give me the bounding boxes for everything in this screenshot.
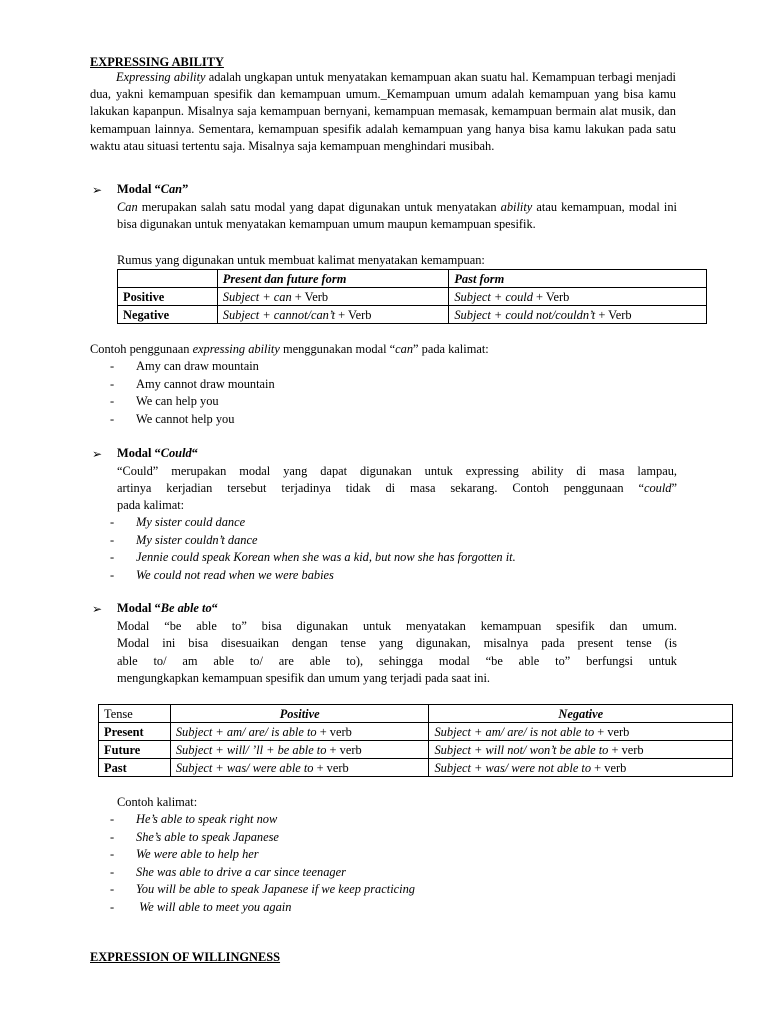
list-item: - We cannot help you xyxy=(110,411,275,429)
can-formula-intro: Rumus yang digunakan untuk membuat kalimat menyatakan kemampuan: xyxy=(117,253,485,267)
could-description-line-1: “Could” merupakan modal yang dapat digunakan untuk expressing ability di masa lampau, xyxy=(117,464,677,478)
table-header-cell: Negative xyxy=(429,705,733,723)
list-item: - He’s able to speak right now xyxy=(110,811,415,829)
table-header-cell: Positive xyxy=(170,705,429,723)
intro-term: Expressing ability xyxy=(116,70,206,84)
list-item: - You will be able to speak Japanese if we keep practicing xyxy=(110,881,415,899)
be-able-to-example-label: Contoh kalimat: xyxy=(117,795,198,809)
table-cell: Subject + am/ are/ is able to + verb xyxy=(170,723,429,741)
row-label-past: Past xyxy=(99,759,171,777)
table-row xyxy=(99,759,733,777)
row-label-positive: Positive xyxy=(118,288,218,306)
list-item: - We will able to meet you again xyxy=(110,899,415,917)
section-title-expressing-ability: EXPRESSING ABILITY xyxy=(90,55,224,69)
table-row xyxy=(118,306,707,324)
be-able-to-description-line-4: mengungkapkan kemampuan spesifik dan umum yang terjadi pada saat ini. xyxy=(117,671,490,685)
table-header-row xyxy=(118,270,707,288)
table-cell: Subject + was/ were able to + verb xyxy=(170,759,429,777)
list-item: - She was able to drive a car since teenager xyxy=(110,864,415,882)
can-example-intro: Contoh penggunaan expressing ability menggunakan modal “can” pada kalimat: xyxy=(90,342,489,356)
list-item: - My sister could dance xyxy=(110,514,516,532)
row-label-present: Present xyxy=(99,723,171,741)
can-description: Can merupakan salah satu modal yang dapat digunakan untuk menyatakan ability atau kemampuan, modal ini bisa digunakan untuk menyatakan kemampuan umum maupun kemampuan spesifik. xyxy=(117,200,678,232)
table-row xyxy=(99,723,733,741)
section-title-expression-of-willingness: EXPRESSION OF WILLINGNESS xyxy=(90,950,281,964)
arrow-bullet-icon: ➢ xyxy=(92,447,103,461)
table-cell: Subject + could not/couldn’t + Verb xyxy=(449,306,707,324)
intro-text: adalah ungkapan untuk menyatakan kemampuan akan suatu hal. Kemampuan terbagi menjadi dua, yakni kemampuan spesifik dan kemampuan umum._Kemampuan umum adalah kemampuan yang bisa kamu lakukan kapanpun. Misalnya saja kemampuan bernyani, kemampuan memasak, kemampuan bermain alat musik, dan kemampuan lainnya. Sementara, kemampuan spesifik adalah kemampuan yang hanya bisa kamu lakukan pada satu waktu atau situasi tertentu saja. Misalnya saja kemampuan menghindari musibah. xyxy=(90,70,676,153)
be-able-to-description-line-3: able to/ am able to/ are able to), sehingga modal “be able to” berfungsi untuk xyxy=(117,654,677,668)
table-header-row xyxy=(99,705,733,723)
could-description-line-3: pada kalimat: xyxy=(117,498,185,512)
list-item: - Jennie could speak Korean when she was a kid, but now she has forgotten it. xyxy=(110,549,516,567)
table-cell: Subject + will not/ won’t be able to + verb xyxy=(429,741,733,759)
table-row xyxy=(118,288,707,306)
can-examples-list xyxy=(110,358,275,428)
arrow-bullet-icon: ➢ xyxy=(92,602,103,616)
be-able-to-description-line-2: Modal ini bisa disesuaikan dengan tense yang digunakan, misalnya pada present tense (is xyxy=(117,636,677,650)
row-label-future: Future xyxy=(99,741,171,759)
table-cell: Subject + can + Verb xyxy=(217,288,449,306)
table-cell: Subject + am/ are/ is not able to + verb xyxy=(429,723,733,741)
list-item: - She’s able to speak Japanese xyxy=(110,829,415,847)
table-header-cell: Present dan future form xyxy=(217,270,449,288)
could-heading: Modal “Could“ xyxy=(117,446,198,460)
list-item: - Amy cannot draw mountain xyxy=(110,376,275,394)
be-able-to-table xyxy=(98,704,733,777)
list-item: - Amy can draw mountain xyxy=(110,358,275,376)
list-item: - We were able to help her xyxy=(110,846,415,864)
list-item: - We could not read when we were babies xyxy=(110,567,516,585)
table-cell: Subject + will/ ’ll + be able to + verb xyxy=(170,741,429,759)
table-cell: Subject + was/ were not able to + verb xyxy=(429,759,733,777)
table-cell: Subject + cannot/can’t + Verb xyxy=(217,306,449,324)
table-header-cell: Tense xyxy=(99,705,171,723)
table-header-cell: Past form xyxy=(449,270,707,288)
can-formula-table xyxy=(117,269,707,324)
be-able-to-description-line-1: Modal “be able to” bisa digunakan untuk menyatakan kemampuan spesifik dan umum. xyxy=(117,619,677,633)
table-row xyxy=(99,741,733,759)
arrow-bullet-icon: ➢ xyxy=(92,183,103,197)
list-item: - We can help you xyxy=(110,393,275,411)
table-header-cell xyxy=(118,270,218,288)
row-label-negative: Negative xyxy=(118,306,218,324)
can-heading: Modal “Can” xyxy=(117,182,189,196)
be-able-to-examples-list xyxy=(110,811,415,916)
could-description-line-2: artinya kerjadian tersebut terjadinya tidak di masa sekarang. Contoh penggunaan “could” xyxy=(117,481,677,495)
could-examples-list xyxy=(110,514,516,584)
list-item: - My sister couldn’t dance xyxy=(110,532,516,550)
be-able-to-heading: Modal “Be able to“ xyxy=(117,601,218,615)
intro-paragraph xyxy=(90,69,676,155)
table-cell: Subject + could + Verb xyxy=(449,288,707,306)
